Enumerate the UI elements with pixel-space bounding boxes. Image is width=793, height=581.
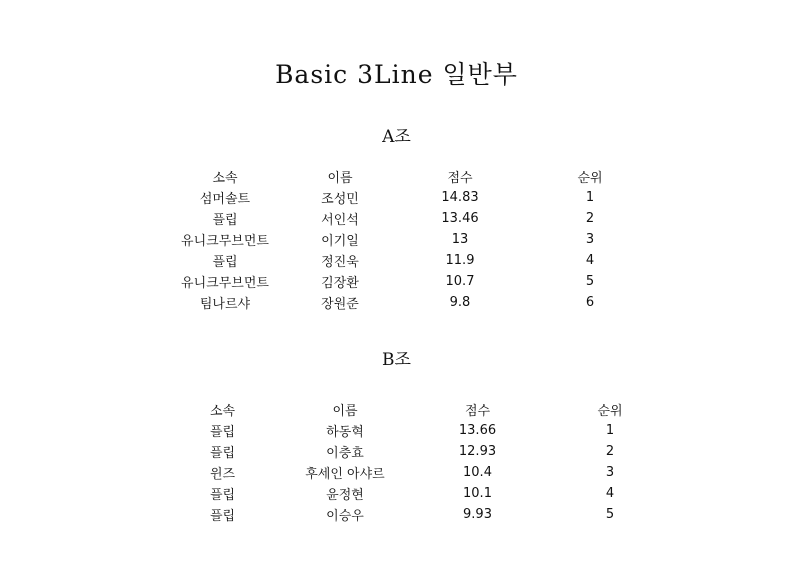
cell-team: 유니크무브먼트 [181,234,269,249]
header-row [170,398,680,420]
cell-name: 김장환 [321,276,359,291]
cell-score: 10.4 [463,465,492,480]
cell-name: 하동혁 [326,425,364,440]
cell-team: 팀나르샤 [199,297,251,312]
group-title-b: B조 [382,350,411,370]
table-row [170,504,680,525]
cell-name: 이기일 [321,234,359,249]
cell-name: 장원준 [321,297,359,312]
cell-score: 13.66 [458,423,497,438]
results-table-a [165,165,655,313]
cell-name: 후세인 아샤르 [305,467,385,482]
cell-team: 플립 [209,425,236,440]
cell-rank: 2 [605,444,615,459]
header-row [165,165,655,187]
cell-score: 13 [451,232,469,247]
cell-name: 이충효 [326,446,364,461]
table-row [165,250,655,271]
header-team: 소속 [212,170,238,186]
cell-rank: 5 [605,507,615,522]
cell-team: 플립 [212,213,238,228]
header-rank: 순위 [597,403,623,419]
cell-name: 서인석 [321,213,359,228]
table-row [165,229,655,250]
cell-score: 12.93 [458,444,497,459]
table-row [170,420,680,441]
cell-score: 10.1 [463,486,492,501]
table-row [170,462,680,483]
cell-team: 윈즈 [209,467,236,482]
page-title: Basic 3Line 일반부 [275,60,518,89]
header-name: 이름 [327,170,353,186]
cell-name: 윤정현 [326,488,364,503]
cell-rank: 2 [585,211,595,226]
header-name: 이름 [332,403,358,419]
cell-rank: 4 [585,253,595,268]
cell-team: 유니크무브먼트 [181,276,269,291]
cell-rank: 3 [585,232,595,247]
table-row [165,187,655,208]
cell-team: 플립 [212,255,238,270]
cell-team: 플립 [209,488,236,503]
header-team: 소속 [209,403,236,419]
group-title-a: A조 [382,127,411,147]
cell-rank: 6 [585,295,595,310]
table-row [170,483,680,504]
cell-score: 10.7 [445,274,475,289]
table-row [165,292,655,313]
cell-score: 9.93 [463,507,492,522]
cell-rank: 1 [585,190,595,205]
cell-name: 조성민 [321,192,359,207]
cell-team: 플립 [209,509,236,524]
table-row [165,208,655,229]
header-score: 점수 [464,403,491,419]
cell-rank: 5 [585,274,595,289]
cell-name: 정진욱 [321,255,359,270]
cell-rank: 1 [605,423,615,438]
cell-score: 9.8 [449,295,471,310]
cell-rank: 4 [605,486,615,501]
cell-score: 11.9 [445,253,475,268]
results-table-b [170,398,680,525]
cell-score: 14.83 [441,190,479,205]
table-row [165,271,655,292]
header-rank: 순위 [577,170,603,186]
cell-team: 플립 [209,446,236,461]
cell-name: 이승우 [326,509,364,524]
header-score: 점수 [447,170,473,186]
table-row [170,441,680,462]
cell-score: 13.46 [441,211,479,226]
cell-rank: 3 [605,465,615,480]
cell-team: 섬머솔트 [199,192,251,207]
